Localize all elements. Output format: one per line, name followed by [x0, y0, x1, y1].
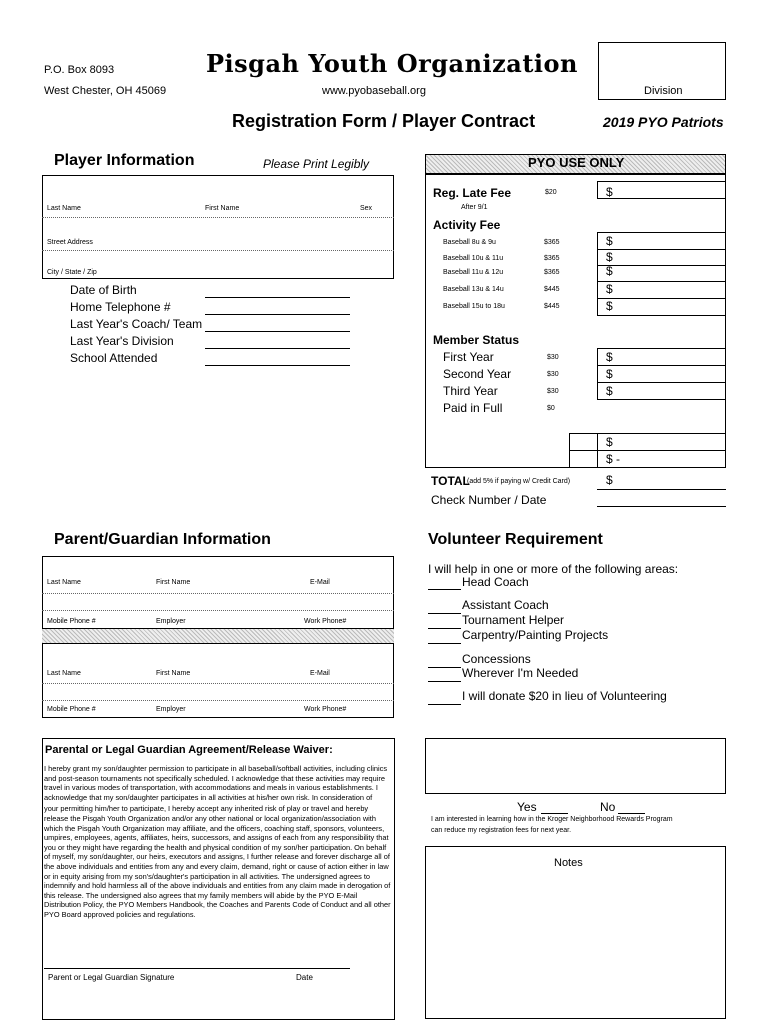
- kroger-yes: Yes: [517, 800, 537, 814]
- member-paid-full: Paid in Full: [443, 401, 503, 415]
- activity-15u-18u-price: $445: [544, 303, 560, 310]
- volunteer-concessions: Concessions: [462, 652, 531, 666]
- school-label: School Attended: [70, 351, 158, 365]
- parent1-last-name: Last Name: [47, 579, 81, 586]
- activity-10u-11u: Baseball 10u & 11u: [443, 255, 504, 262]
- notes-box[interactable]: [425, 846, 726, 1019]
- parent2-mobile: Mobile Phone #: [47, 706, 96, 713]
- volunteer-tournament-helper-blank[interactable]: [428, 616, 461, 629]
- late-fee-dollar: $: [606, 185, 613, 199]
- last-division-label: Last Year's Division: [70, 334, 174, 348]
- activity-13u-14u: Baseball 13u & 14u: [443, 286, 504, 293]
- player-last-name-label: Last Name: [47, 205, 81, 212]
- kroger-line-1: I am interested in learning how in the Kroger Neighborhood Rewards Program: [431, 816, 673, 823]
- dob-label: Date of Birth: [70, 283, 137, 297]
- volunteer-wherever: Wherever I'm Needed: [462, 666, 579, 680]
- volunteer-tournament-helper: Tournament Helper: [462, 613, 565, 627]
- parent2-last-name: Last Name: [47, 670, 81, 677]
- player-sex-label: Sex: [360, 205, 373, 212]
- activity-13u-14u-dollar: $: [606, 282, 613, 296]
- total-dollar: $: [606, 473, 613, 487]
- last-division-field[interactable]: [205, 348, 350, 349]
- activity-amount-box[interactable]: [597, 232, 726, 316]
- last-coach-field[interactable]: [205, 331, 350, 332]
- late-fee-price: $20: [545, 189, 557, 196]
- activity-15u-18u: Baseball 15u to 18u: [443, 303, 505, 310]
- parent2-employer: Employer: [156, 706, 186, 713]
- kroger-line-2: can reduce my registration fees for next year.: [431, 827, 572, 834]
- volunteer-carpentry-blank[interactable]: [428, 631, 461, 644]
- activity-11u-12u-dollar: $: [606, 264, 613, 278]
- total-note: (add 5% if paying w/ Credit Card): [467, 478, 571, 485]
- parent1-first-name: First Name: [156, 579, 191, 586]
- player-address-box: [42, 175, 394, 279]
- subtotal-dollar-minus: $ -: [606, 452, 621, 466]
- after-date: After 9/1: [461, 204, 488, 211]
- form-title: Registration Form / Player Contract: [232, 111, 536, 131]
- signature-field[interactable]: [44, 968, 350, 969]
- parent1-employer: Employer: [156, 618, 186, 625]
- kroger-yes-blank[interactable]: [541, 813, 568, 814]
- waiver-heading: Parental or Legal Guardian Agreement/Release Waiver:: [45, 744, 333, 756]
- waiver-paragraph-1: I hereby grant my son/daughter permission to participate in all baseball/softball activities, including clinics and post-season tournaments not specifically scheduled. I acknowledge that these activities may require travel in various modes of transportation, with accommodations and meals in various establishments. I acknowledge that my son/daughter participates in all activities at his/her own risk. In consideration of: [44, 764, 388, 802]
- subtotal-dollar: $: [606, 435, 613, 449]
- member-third-year-price: $30: [547, 388, 559, 395]
- volunteer-concessions-blank[interactable]: [428, 655, 461, 668]
- city-address: West Chester, OH 45069: [44, 85, 167, 97]
- member-first-year: First Year: [443, 350, 494, 364]
- waiver-paragraph-2: your permitting him/her to participate, I hereby accept any inherited risk of play or travel and hereby release the Pisgah Youth Organization and/or any other national or local organization/association with which the Pisgah Youth Organization may affiliate, and the officers, coaching staff, sponsors, volunteers, umpires, employees, agents, affiliates, heirs, successors, and assigns of each from any responsibility that you or they might have regarding the health and physical condition of my son/her participation. On behalf of myself, my son/daughter, our heirs, executors and assigns, I further release and forever discharge all of the above individuals and entities from any and every claim, demand, right or cause of action either in law or in equity arising from my son's/daughter's participation in all activities. The undersigned agrees to indemnify and hold harmless all of the above individuals and entities from any claim made in derogation of this release. The undersigned also agrees that my family members will abide by the PYO E-Mail Distribution Policy, the PYO Members Handbook, the Coaches and Parents Code of Conduct and all other PYO Board approved policies and regulations.: [44, 804, 391, 919]
- member-second-year: Second Year: [443, 367, 512, 381]
- street-label: Street Address: [47, 239, 93, 246]
- member-first-year-price: $30: [547, 354, 559, 361]
- home-phone-field[interactable]: [205, 314, 350, 315]
- player-heading: Player Information: [54, 152, 195, 169]
- volunteer-assistant-coach-blank[interactable]: [428, 601, 461, 614]
- activity-15u-18u-dollar: $: [606, 299, 613, 313]
- total-field[interactable]: [597, 489, 726, 490]
- kroger-no: No: [600, 800, 616, 814]
- volunteer-wherever-blank[interactable]: [428, 669, 461, 682]
- member-third-year-dollar: $: [606, 384, 613, 398]
- volunteer-assistant-coach: Assistant Coach: [462, 598, 549, 612]
- late-fee-amount[interactable]: [597, 181, 726, 199]
- school-field[interactable]: [205, 365, 350, 366]
- waiver-text: [44, 764, 394, 920]
- po-box: P.O. Box 8093: [44, 64, 115, 76]
- activity-8u-9u: Baseball 8u & 9u: [443, 239, 496, 246]
- member-amount-box[interactable]: [597, 348, 726, 400]
- city-state-zip-label: City / State / Zip: [47, 269, 97, 276]
- parent-heading: Parent/Guardian Information: [54, 531, 271, 548]
- parent2-work-phone: Work Phone#: [304, 706, 347, 713]
- activity-8u-9u-dollar: $: [606, 234, 613, 248]
- parent2-first-name: First Name: [156, 670, 191, 677]
- activity-11u-12u: Baseball 11u & 12u: [443, 269, 504, 276]
- notes-label: Notes: [554, 857, 583, 869]
- activity-8u-9u-price: $365: [544, 239, 560, 246]
- check-number-field[interactable]: [597, 506, 726, 507]
- org-name: Pisgah Youth Organization: [206, 49, 578, 78]
- kroger-no-blank[interactable]: [618, 813, 645, 814]
- check-number-label: Check Number / Date: [431, 493, 547, 507]
- volunteer-donate-blank[interactable]: [428, 692, 461, 705]
- season-title: 2019 PYO Patriots: [603, 114, 724, 130]
- activity-10u-11u-price: $365: [544, 255, 560, 262]
- activity-10u-11u-dollar: $: [606, 250, 613, 264]
- member-paid-full-price: $0: [547, 405, 555, 412]
- office-box[interactable]: [425, 738, 726, 794]
- parent1-mobile: Mobile Phone #: [47, 618, 96, 625]
- volunteer-donate: I will donate $20 in lieu of Volunteering: [462, 689, 667, 703]
- last-coach-label: Last Year's Coach/ Team: [70, 317, 203, 331]
- volunteer-head-coach-blank[interactable]: [428, 577, 461, 590]
- parent-divider: [42, 628, 394, 644]
- member-first-year-dollar: $: [606, 350, 613, 364]
- signature-label: Parent or Legal Guardian Signature: [48, 973, 175, 982]
- signature-date-label: Date: [296, 973, 313, 982]
- print-note: Please Print Legibly: [263, 157, 370, 171]
- dob-field[interactable]: [205, 297, 350, 298]
- activity-fee-heading: Activity Fee: [433, 218, 501, 232]
- member-third-year: Third Year: [443, 384, 498, 398]
- reg-late-fee: Reg. Late Fee: [433, 186, 512, 200]
- activity-11u-12u-price: $365: [544, 269, 560, 276]
- parent1-email: E-Mail: [310, 579, 330, 586]
- home-phone-label: Home Telephone #: [70, 300, 171, 314]
- parent1-work-phone: Work Phone#: [304, 618, 347, 625]
- division-label: Division: [644, 85, 683, 97]
- volunteer-carpentry: Carpentry/Painting Projects: [462, 628, 609, 642]
- website: www.pyobaseball.org: [322, 85, 426, 97]
- volunteer-heading: Volunteer Requirement: [428, 531, 603, 548]
- member-status-heading: Member Status: [433, 333, 520, 347]
- member-second-year-dollar: $: [606, 367, 613, 381]
- volunteer-head-coach: Head Coach: [462, 575, 529, 589]
- pyo-heading: PYO USE ONLY: [528, 155, 625, 170]
- member-second-year-price: $30: [547, 371, 559, 378]
- total-label: TOTAL: [431, 474, 470, 488]
- parent2-email: E-Mail: [310, 670, 330, 677]
- activity-13u-14u-price: $445: [544, 286, 560, 293]
- player-first-name-label: First Name: [205, 205, 240, 212]
- volunteer-intro: I will help in one or more of the following areas:: [428, 562, 679, 576]
